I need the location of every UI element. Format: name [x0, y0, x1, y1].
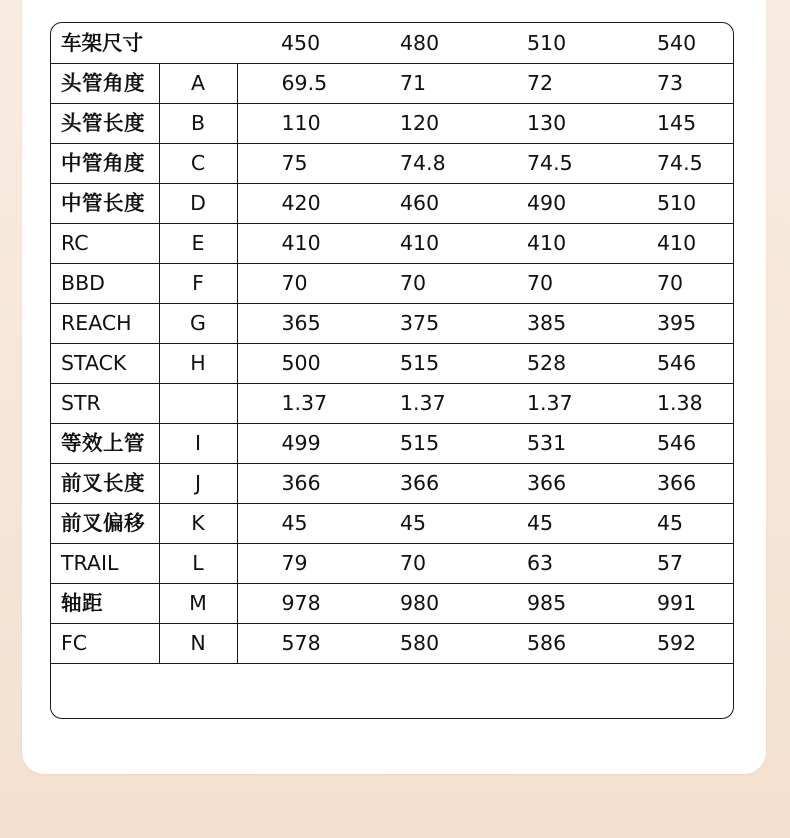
table-row	[51, 63, 733, 103]
cell-value: 70	[483, 263, 613, 303]
row-code: K	[159, 503, 237, 543]
row-code: G	[159, 303, 237, 343]
row-code: N	[159, 623, 237, 663]
row-code: L	[159, 543, 237, 583]
cell-value: 510	[613, 183, 733, 223]
row-label: REACH	[51, 303, 159, 343]
row-code: A	[159, 63, 237, 103]
cell-value: 72	[483, 63, 613, 103]
row-code: C	[159, 143, 237, 183]
table-row	[51, 343, 733, 383]
row-label: 前叉长度	[51, 463, 159, 503]
frame-size-header: 车架尺寸	[51, 23, 237, 63]
table-row	[51, 423, 733, 463]
cell-value: 45	[356, 503, 483, 543]
cell-value: 366	[613, 463, 733, 503]
row-label: 前叉偏移	[51, 503, 159, 543]
row-label: 中管长度	[51, 183, 159, 223]
cell-value: 70	[613, 263, 733, 303]
size-header: 480	[356, 23, 483, 63]
row-code	[159, 383, 237, 423]
cell-value: 531	[483, 423, 613, 463]
table-row	[51, 583, 733, 623]
row-label: 中管角度	[51, 143, 159, 183]
cell-value: 120	[356, 103, 483, 143]
cell-value: 79	[237, 543, 356, 583]
cell-value: 528	[483, 343, 613, 383]
row-label: FC	[51, 623, 159, 663]
size-header: 510	[483, 23, 613, 63]
cell-value: 499	[237, 423, 356, 463]
cell-value: 410	[237, 223, 356, 263]
size-header: 540	[613, 23, 733, 63]
size-header: 450	[237, 23, 356, 63]
cell-value: 978	[237, 583, 356, 623]
cell-value: 366	[483, 463, 613, 503]
cell-value: 490	[483, 183, 613, 223]
cell-value: 366	[237, 463, 356, 503]
row-label: RC	[51, 223, 159, 263]
cell-value: 420	[237, 183, 356, 223]
cell-value: 980	[356, 583, 483, 623]
cell-value: 63	[483, 543, 613, 583]
row-label: BBD	[51, 263, 159, 303]
table-row	[51, 463, 733, 503]
cell-value: 74.5	[483, 143, 613, 183]
cell-value: 70	[356, 543, 483, 583]
row-code: B	[159, 103, 237, 143]
cell-value: 580	[356, 623, 483, 663]
cell-value: 1.38	[613, 383, 733, 423]
row-code: F	[159, 263, 237, 303]
table-row	[51, 103, 733, 143]
row-label: TRAIL	[51, 543, 159, 583]
cell-value: 375	[356, 303, 483, 343]
cell-value: 592	[613, 623, 733, 663]
cell-value: 110	[237, 103, 356, 143]
cell-value: 410	[613, 223, 733, 263]
table-row	[51, 263, 733, 303]
geometry-table	[50, 22, 734, 719]
cell-value: 546	[613, 343, 733, 383]
cell-value: 1.37	[356, 383, 483, 423]
cell-value: 515	[356, 343, 483, 383]
row-label: STACK	[51, 343, 159, 383]
table-row	[51, 143, 733, 183]
cell-value: 145	[613, 103, 733, 143]
cell-value: 385	[483, 303, 613, 343]
row-label: 头管角度	[51, 63, 159, 103]
table-header-row	[51, 23, 733, 63]
cell-value: 70	[356, 263, 483, 303]
cell-value: 69.5	[237, 63, 356, 103]
cell-value: 500	[237, 343, 356, 383]
table-row	[51, 383, 733, 423]
cell-value: 365	[237, 303, 356, 343]
cell-value: 1.37	[483, 383, 613, 423]
cell-value: 366	[356, 463, 483, 503]
cell-value: 74.5	[613, 143, 733, 183]
cell-value: 546	[613, 423, 733, 463]
cell-value: 45	[483, 503, 613, 543]
cell-value: 985	[483, 583, 613, 623]
cell-value: 70	[237, 263, 356, 303]
geometry-table-body	[51, 23, 733, 663]
row-label: 等效上管	[51, 423, 159, 463]
geometry-table-grid	[51, 23, 733, 664]
cell-value: 578	[237, 623, 356, 663]
cell-value: 410	[356, 223, 483, 263]
row-label: STR	[51, 383, 159, 423]
cell-value: 74.8	[356, 143, 483, 183]
row-code: J	[159, 463, 237, 503]
cell-value: 45	[237, 503, 356, 543]
cell-value: 395	[613, 303, 733, 343]
row-code: E	[159, 223, 237, 263]
table-row	[51, 303, 733, 343]
table-row	[51, 623, 733, 663]
cell-value: 460	[356, 183, 483, 223]
cell-value: 1.37	[237, 383, 356, 423]
row-label: 头管长度	[51, 103, 159, 143]
cell-value: 73	[613, 63, 733, 103]
table-row	[51, 223, 733, 263]
table-row	[51, 503, 733, 543]
row-code: I	[159, 423, 237, 463]
cell-value: 515	[356, 423, 483, 463]
cell-value: 57	[613, 543, 733, 583]
row-code: D	[159, 183, 237, 223]
cell-value: 410	[483, 223, 613, 263]
row-label: 轴距	[51, 583, 159, 623]
cell-value: 130	[483, 103, 613, 143]
cell-value: 991	[613, 583, 733, 623]
row-code: H	[159, 343, 237, 383]
cell-value: 586	[483, 623, 613, 663]
cell-value: 71	[356, 63, 483, 103]
table-row	[51, 543, 733, 583]
table-row	[51, 183, 733, 223]
cell-value: 45	[613, 503, 733, 543]
cell-value: 75	[237, 143, 356, 183]
row-code: M	[159, 583, 237, 623]
